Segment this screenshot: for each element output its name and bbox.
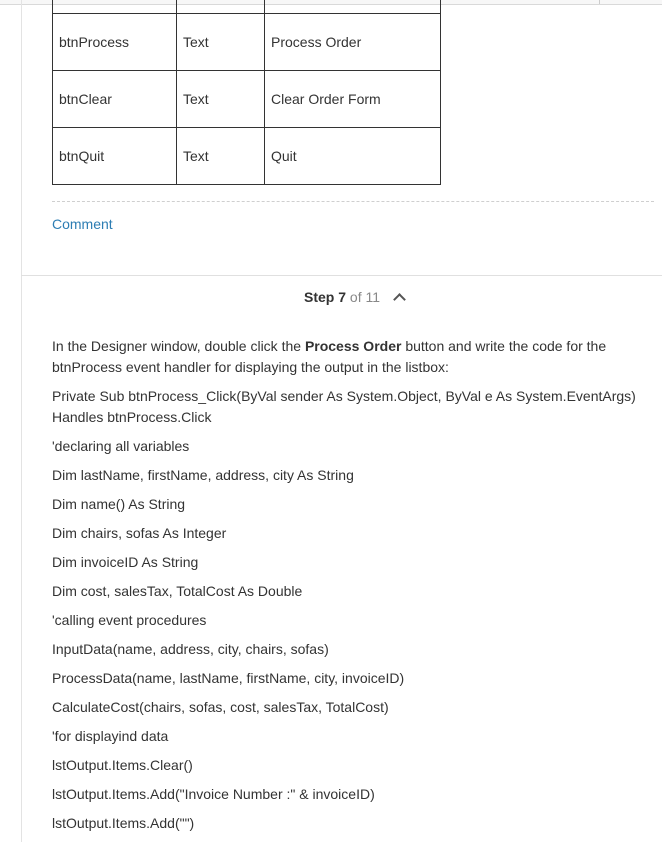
table-cell xyxy=(177,0,265,14)
table-cell-value: Process Order xyxy=(265,14,441,71)
code-line: Dim name() As String xyxy=(52,496,186,512)
table-cell-control: btnClear xyxy=(53,71,177,128)
code-line: Dim invoiceID As String xyxy=(52,554,199,570)
top-border-tick xyxy=(599,0,600,4)
code-line: Dim cost, salesTax, TotalCost As Double xyxy=(52,583,303,599)
code-line: lstOutput.Items.Add("") xyxy=(52,815,195,831)
chevron-up-icon[interactable] xyxy=(393,293,406,306)
code-line: 'calling event procedures xyxy=(52,612,207,628)
properties-table xyxy=(52,0,441,185)
table-cell-property: Text xyxy=(177,128,265,185)
left-rail xyxy=(21,0,22,842)
table-row xyxy=(53,71,441,128)
code-line: InputData(name, address, city, chairs, sofas) xyxy=(52,641,329,657)
table-cell-value: Quit xyxy=(265,128,441,185)
intro-text-pre: In the Designer window, double click the xyxy=(52,338,305,354)
intro-text-post: button and write the code for the btnProcess event handler for displaying the output in the listbox: xyxy=(52,338,607,375)
code-line: Dim lastName, firstName, address, city As String xyxy=(52,467,354,483)
code-line: Dim chairs, sofas As Integer xyxy=(52,525,227,541)
code-line: 'declaring all variables xyxy=(52,438,190,454)
table-row-partial xyxy=(53,0,441,14)
table-cell xyxy=(53,0,177,14)
step-number: 7 xyxy=(338,289,347,305)
table-cell-value: Clear Order Form xyxy=(265,71,441,128)
table-cell-property: Text xyxy=(177,14,265,71)
table-cell-property: Text xyxy=(177,71,265,128)
step-intro xyxy=(52,336,652,378)
table-row xyxy=(53,14,441,71)
section-divider xyxy=(21,275,662,276)
code-line: lstOutput.Items.Clear() xyxy=(52,757,193,773)
code-line: ProcessData(name, lastName, firstName, city, invoiceID) xyxy=(52,670,405,686)
comment-link[interactable]: Comment xyxy=(52,216,113,232)
step-content xyxy=(52,336,652,842)
table-cell-control: btnProcess xyxy=(53,14,177,71)
step-label: Step xyxy=(304,289,335,305)
code-line: 'for displayind data xyxy=(52,728,169,744)
table-row xyxy=(53,128,441,185)
table-cell-control: btnQuit xyxy=(53,128,177,185)
code-line: lstOutput.Items.Add("Invoice Number :" & invoiceID) xyxy=(52,786,375,802)
step-total: of 11 xyxy=(349,289,381,305)
step-header-toggle[interactable] xyxy=(304,289,404,305)
code-line: CalculateCost(chairs, sofas, cost, salesTax, TotalCost) xyxy=(52,699,389,715)
intro-text-bold: Process Order xyxy=(304,338,402,354)
sub-signature: Private Sub btnProcess_Click(ByVal sender As System.Object, ByVal e As System.EventArgs) Handles btnProcess.Click xyxy=(52,388,636,425)
table-cell xyxy=(265,0,441,14)
dashed-divider xyxy=(52,201,654,202)
